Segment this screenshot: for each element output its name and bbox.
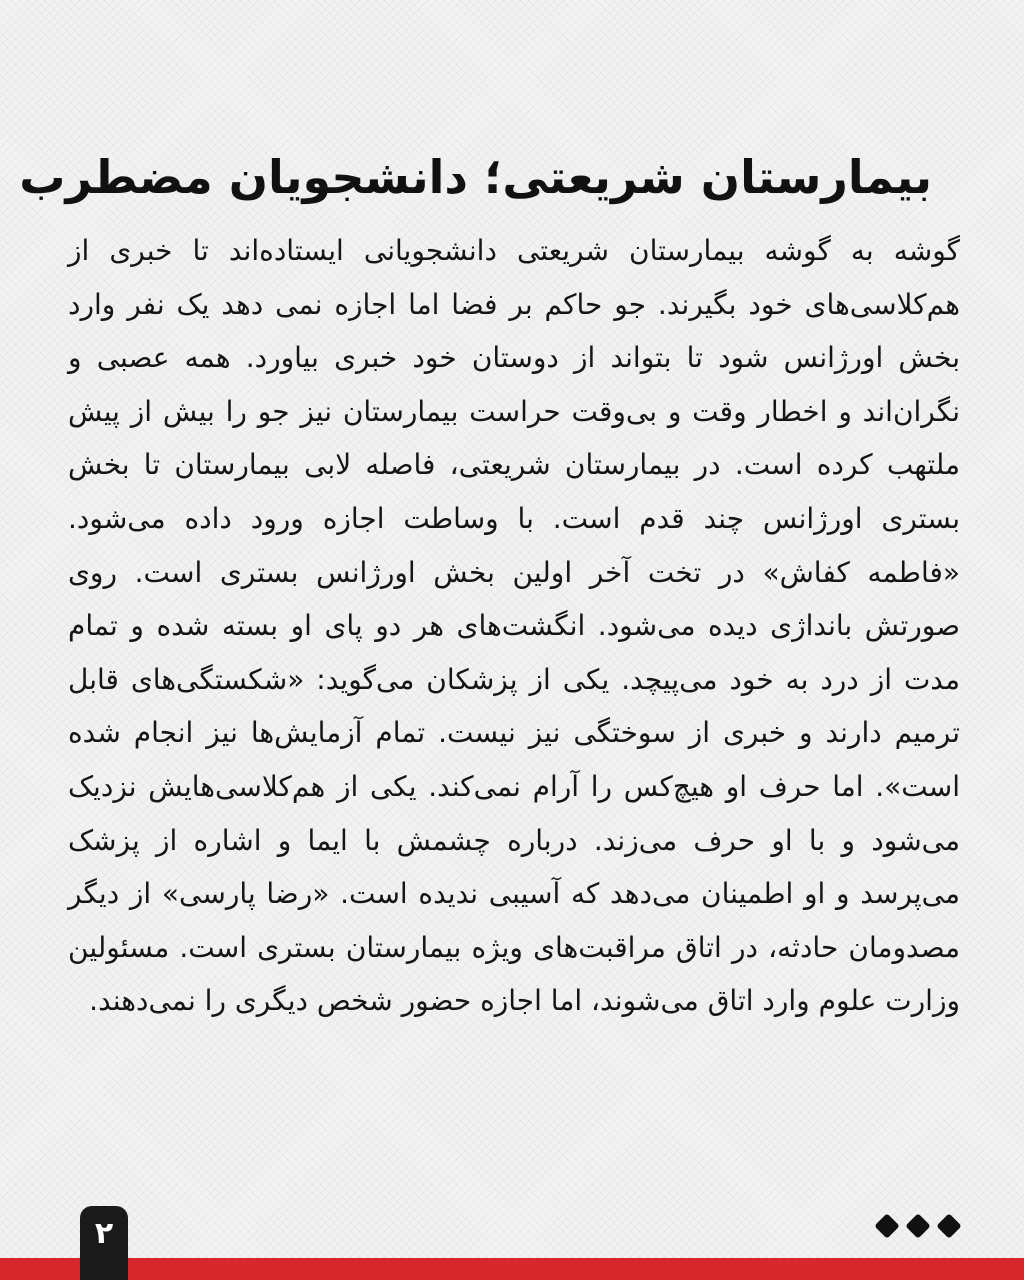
diamond-dot-icon xyxy=(874,1213,899,1238)
diamond-dot-icon xyxy=(905,1213,930,1238)
article-body: گوشه به گوشه بیمارستان شریعتی دانشجویانی ایستاده‌اند تا خبری از هم‌کلاسی‌های خود بگیرند. جو حاکم بر فضا اما اجازه نمی دهد یک نفر وارد بخش اورژانس شود تا بتواند از دوستان خود خبری بیاورد. همه عصبی و نگران‌اند و اخطار وقت و بی‌وقت حراست بیمارستان نیز جو را بیش از پیش ملتهب کرده است. در بیمارستان شریعتی، فاصله لابی بیمارستان تا بخش بستری اورژانس چند قدم است. با وساطت اجازه ورود داده می‌شود. «فاطمه کفاش» در تخت آخر اولین بخش اورژانس بستری است. روی صورتش بانداژی دیده می‌شود. انگشت‌های هر دو پای او بسته شده و تمام مدت از درد به خود می‌پیچد. یکی از پزشکان می‌گوید: «شکستگی‌های قابل ترمیم دارند و خبری از سوختگی نیز نیست. تمام آزمایش‌ها نیز انجام شده است». اما حرف او هیچ‌کس را آرام نمی‌کند. یکی از هم‌کلاسی‌هایش نزدیک می‌شود و با او حرف می‌زند. درباره چشمش با ایما و اشاره از پزشک می‌پرسد و او اطمینان می‌دهد که آسیبی ندیده است. «رضا پارسی» از دیگر مصدومان حادثه، در اتاق مراقبت‌های ویژه بیمارستان بستری است. مسئولین وزارت علوم وارد اتاق می‌شوند، اما اجازه حضور شخص دیگری را نمی‌دهند. xyxy=(68,234,960,1018)
page-number: ۲ xyxy=(94,1216,114,1251)
article-title: بیمارستان شریعتی؛ دانشجویان مضطرب xyxy=(19,150,932,204)
diamond-dot-icon xyxy=(936,1213,961,1238)
footer-accent-bar xyxy=(0,1258,1024,1280)
page-number-tab xyxy=(80,1206,128,1280)
three-diamonds-icon xyxy=(872,1212,964,1242)
